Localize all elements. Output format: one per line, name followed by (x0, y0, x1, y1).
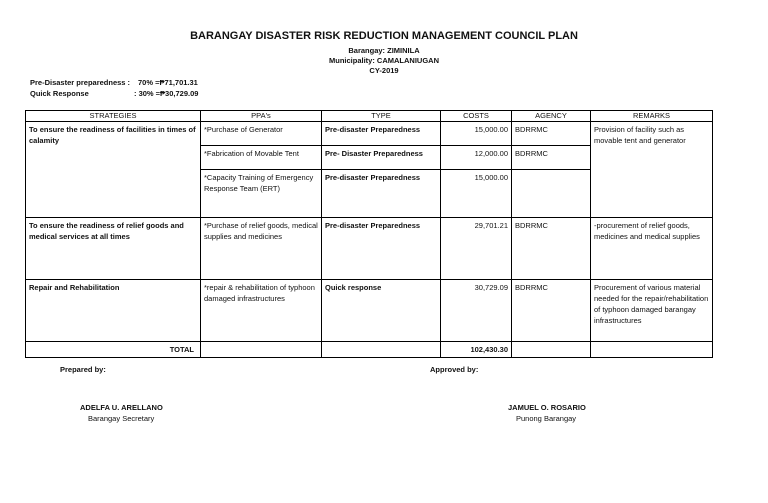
cost-cell: 15,000.00 (441, 122, 512, 146)
ppa-cell: *Purchase of Generator (201, 122, 322, 146)
column-header: COSTS (441, 111, 512, 122)
column-header: PPA's (201, 111, 322, 122)
approved-by-name: JAMUEL O. ROSARIO (508, 403, 586, 412)
prepared-by-name: ADELFA U. ARELLANO (80, 403, 163, 412)
column-header: REMARKS (591, 111, 713, 122)
agency-cell: BDRRMC (512, 146, 591, 170)
ppa-cell: *Purchase of relief goods, medical supplies and medicines (201, 218, 322, 280)
remarks-cell: Procurement of various material needed for the repair/rehabilitation of typhoon damaged barangay infrastructures (591, 280, 713, 342)
allocation-value: 70% =₱71,701.31 (138, 78, 198, 87)
allocation-pre-disaster (30, 78, 198, 87)
agency-cell (512, 170, 591, 218)
prepared-by-label: Prepared by: (60, 365, 106, 374)
allocation-label: Pre-Disaster preparedness : (30, 78, 131, 87)
type-cell: Quick response (322, 280, 441, 342)
column-header: AGENCY (512, 111, 591, 122)
year-line: CY-2019 (369, 66, 399, 75)
cost-cell: 30,729.09 (441, 280, 512, 342)
table-row (26, 218, 713, 280)
approved-by-title: Punong Barangay (516, 414, 577, 423)
type-cell: Pre-disaster Preparedness (322, 170, 441, 218)
table-row (26, 280, 713, 342)
table-row (26, 122, 713, 146)
column-header: TYPE (322, 111, 441, 122)
empty-cell (201, 342, 322, 358)
cost-cell: 29,701.21 (441, 218, 512, 280)
total-row (26, 342, 713, 358)
barangay-line: Barangay: ZIMINILA (348, 46, 420, 55)
prepared-by-title: Barangay Secretary (88, 414, 155, 423)
ppa-cell: *Capacity Training of Emergency Response Team (ERT) (201, 170, 322, 218)
allocation-quick-response (30, 89, 198, 98)
plan-table (25, 110, 713, 358)
agency-cell: BDRRMC (512, 280, 591, 342)
empty-cell (322, 342, 441, 358)
municipality-line: Municipality: CAMALANIUGAN (329, 56, 439, 65)
cost-cell: 12,000.00 (441, 146, 512, 170)
ppa-cell: *repair & rehabilitation of typhoon damaged infrastructures (201, 280, 322, 342)
type-cell: Pre-disaster Preparedness (322, 218, 441, 280)
ppa-cell: *Fabrication of Movable Tent (201, 146, 322, 170)
cost-cell: 15,000.00 (441, 170, 512, 218)
strategy-cell: To ensure the readiness of relief goods and medical services at all times (26, 218, 201, 280)
agency-cell: BDRRMC (512, 218, 591, 280)
type-cell: Pre- Disaster Preparedness (322, 146, 441, 170)
total-value: 102,430.30 (441, 342, 512, 358)
type-cell: Pre-disaster Preparedness (322, 122, 441, 146)
approved-by-label: Approved by: (430, 365, 479, 374)
remarks-cell: Provision of facility such as movable tent and generator (591, 122, 713, 218)
empty-cell (591, 342, 713, 358)
agency-cell: BDRRMC (512, 122, 591, 146)
column-header: STRATEGIES (26, 111, 201, 122)
total-label: TOTAL (26, 342, 201, 358)
strategy-cell: Repair and Rehabilitation (26, 280, 201, 342)
empty-cell (512, 342, 591, 358)
allocation-value: : 30% =₱30,729.09 (134, 89, 199, 98)
strategy-cell: To ensure the readiness of facilities in times of calamity (26, 122, 201, 218)
allocation-label: Quick Response (30, 89, 89, 98)
remarks-cell: -procurement of relief goods, medicines and medical supplies (591, 218, 713, 280)
table-header-row (26, 111, 713, 122)
document-title: BARANGAY DISASTER RISK REDUCTION MANAGEMENT COUNCIL PLAN (190, 30, 578, 42)
